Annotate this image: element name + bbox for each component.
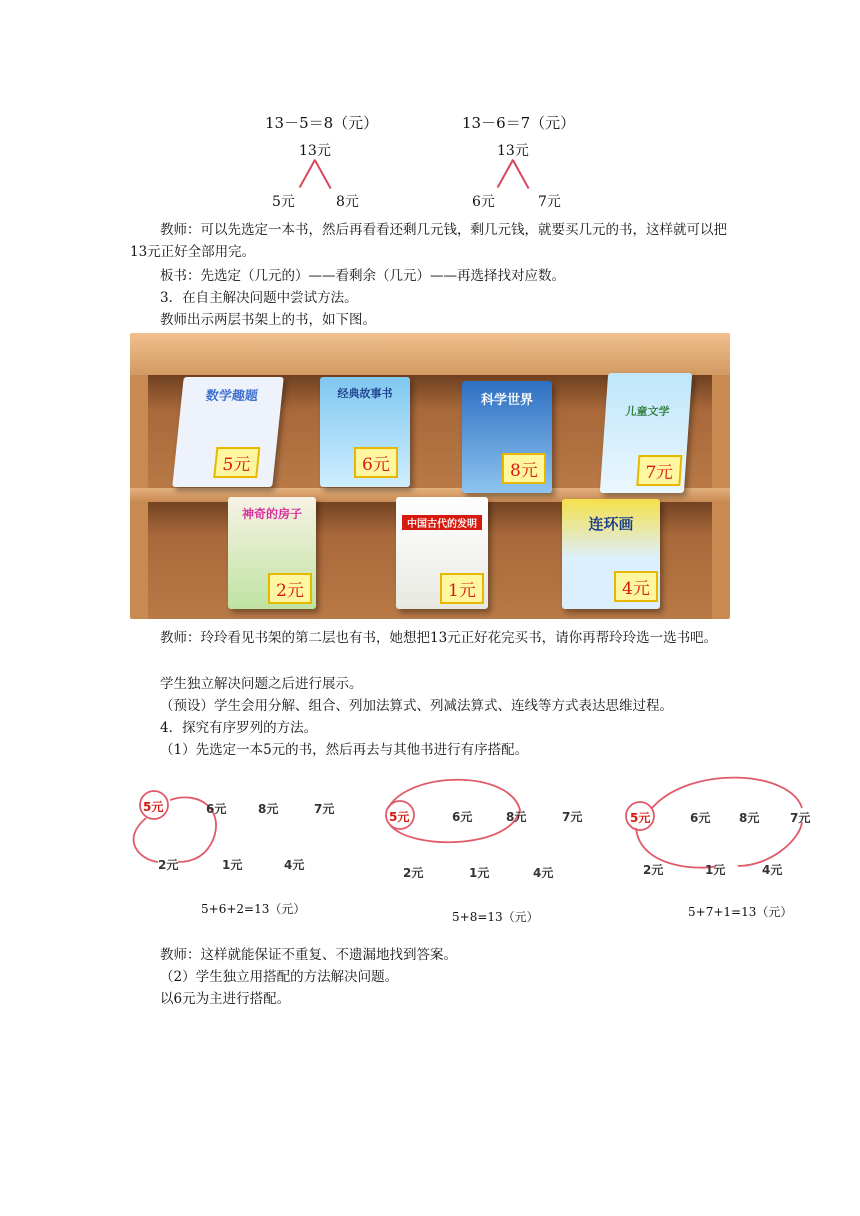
diagram-1-label-8: 8元 xyxy=(258,802,279,816)
paragraph-show-shelf: 教师出示两层书架上的书，如下图。 xyxy=(160,312,376,328)
diagram-3-label-8: 8元 xyxy=(739,811,760,825)
diagram-2-formula: 5+8=13（元） xyxy=(452,910,539,924)
paragraph-teacher-explain: 教师：可以先选定一本书，然后再看看还剩几元钱，剩几元钱，就要买几元的书，这样就可以把13元正好全部用完。 xyxy=(130,222,727,260)
price-tag: 6元 xyxy=(354,447,398,478)
equation-left: 13－5＝8（元） xyxy=(265,114,379,132)
book-science-world: 科学世界 8元 xyxy=(462,381,552,493)
paragraph-preview: （预设）学生会用分解、组合、列加法算式、列减法算式、连线等方式表达思维过程。 xyxy=(160,698,673,714)
equation-right: 13－6＝7（元） xyxy=(462,114,576,132)
diagram-1-formula: 5+6+2=13（元） xyxy=(201,902,306,916)
tree-left-part-a: 5元 xyxy=(272,194,295,210)
diagram-2-label-7: 7元 xyxy=(562,810,583,824)
tree-left-total: 13元 xyxy=(299,143,331,159)
tree-right-part-a: 6元 xyxy=(472,194,495,210)
paragraph-teacher-conclusion: 教师：这样就能保证不重复、不遗漏地找到答案。 xyxy=(160,947,457,963)
diagram-3-formula: 5+7+1=13（元） xyxy=(688,905,793,919)
paragraph-step-4: 4．探究有序罗列的方法。 xyxy=(160,720,318,736)
book-classic-stories: 经典故事书 6元 xyxy=(320,377,410,487)
price-tag: 7元 xyxy=(636,455,682,486)
paragraph-students-show: 学生独立解决问题之后进行展示。 xyxy=(160,676,363,692)
book-ancient-inventions: 中国古代的发明 1元 xyxy=(396,497,488,609)
paragraph-step-4-1: （1）先选定一本5元的书，然后再去与其他书进行有序搭配。 xyxy=(160,742,529,758)
bookshelf-image xyxy=(130,333,730,619)
diagram-3-label-6: 6元 xyxy=(690,811,711,825)
tree-left-part-b: 8元 xyxy=(336,194,359,210)
price-tag: 4元 xyxy=(614,571,658,602)
tree-right-total: 13元 xyxy=(497,143,529,159)
diagram-3-label-5: 5元 xyxy=(630,811,651,825)
tree-line xyxy=(299,159,316,188)
tree-right-part-b: 7元 xyxy=(538,194,561,210)
paragraph-step-3: 3．在自主解决问题中尝试方法。 xyxy=(160,290,358,306)
paragraph-step-4-2: （2）学生独立用搭配的方法解决问题。 xyxy=(160,969,399,985)
diagram-3-label-4: 4元 xyxy=(762,863,783,877)
diagram-2-label-2: 2元 xyxy=(403,866,424,880)
paragraph-six-yuan: 以6元为主进行搭配。 xyxy=(160,991,291,1007)
diagram-1-label-2: 2元 xyxy=(158,858,179,872)
tree-line xyxy=(513,160,530,189)
book-magic-house: 神奇的房子 2元 xyxy=(228,497,316,609)
price-tag: 5元 xyxy=(213,447,260,478)
paragraph-teacher-second-layer: 教师：玲玲看见书架的第二层也有书，她想把13元正好花完买书，请你再帮玲玲选一选书吧。 xyxy=(160,630,718,646)
tree-line xyxy=(315,160,332,189)
paragraph-board-notes: 板书：先选定（几元的）——看剩余（几元）——再选择找对应数。 xyxy=(160,268,565,284)
book-comic-strips: 连环画 4元 xyxy=(562,499,660,609)
diagram-1-label-1: 1元 xyxy=(222,858,243,872)
diagram-1-label-4: 4元 xyxy=(284,858,305,872)
diagram-3-label-7: 7元 xyxy=(790,811,811,825)
diagram-3-label-1: 1元 xyxy=(705,863,726,877)
price-tag: 1元 xyxy=(440,573,484,604)
diagram-1-label-5: 5元 xyxy=(143,800,164,814)
diagram-1-label-6: 6元 xyxy=(206,802,227,816)
diagram-2-label-4: 4元 xyxy=(533,866,554,880)
book-math-puzzles: 数学趣题 5元 xyxy=(172,377,284,487)
diagram-3-label-2: 2元 xyxy=(643,863,664,877)
book-childrens-literature: 儿童文学 7元 xyxy=(600,373,692,493)
diagram-2-label-8: 8元 xyxy=(506,810,527,824)
price-tag: 2元 xyxy=(268,573,312,604)
tree-line xyxy=(497,159,514,188)
diagram-2-label-5: 5元 xyxy=(389,810,410,824)
price-tag: 8元 xyxy=(502,453,546,484)
diagram-2-label-1: 1元 xyxy=(469,866,490,880)
diagram-2-label-6: 6元 xyxy=(452,810,473,824)
diagram-1-label-7: 7元 xyxy=(314,802,335,816)
